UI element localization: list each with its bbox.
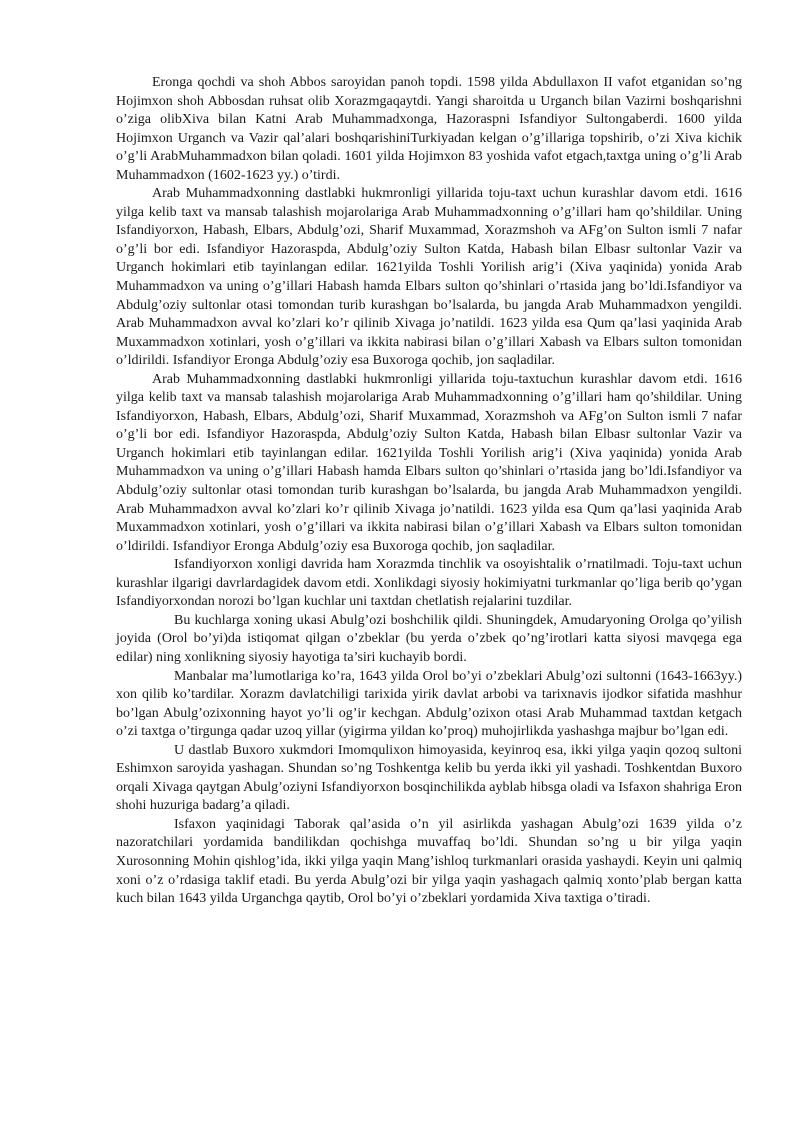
paragraph: Isfandiyorxon xonligi davrida ham Xorazmda tinchlik va osoyishtalik o’rnatilmadi. Toju-taxt uchun kurashlar ilgarigi davrlardagidek davom etdi. Xonlikdagi siyosiy hokimiyatni turkmanlar qo’liga berib qo’ygan Isfandiyorxondan norozi bo’lgan kuchlar uni taxtdan chetlatish rejalarini tuzdilar. [116,557,742,610]
paragraph: Bu kuchlarga xoning ukasi Abulg’ozi boshchilik qildi. Shuningdek, Amudaryoning Orolga qo’yilish joyida (Orol bo’yi)da istiqomat qilgan o’zbeklar (bu yerda o’zbek qo’ng’irotlari katta siyosi mavqega ega edilar) ning xonlikning siyosiy hayotiga ta’siri kuchayib bordi. [116,612,742,665]
paragraph: Isfaxon yaqinidagi Taborak qal’asida o’n yil asirlikda yashagan Abulg’ozi 1639 yilda o’z nazoratchilari yordamida bandilikdan qochishga muvaffaq bo’ldi. Shundan so’ng u bir yilga yaqin Xurosonning Mohin qishlog’ida, ikki yilga yaqin Mang’ishloq turkmanlari orasida yashaydi. Keyin uni qalmiq xoni o’z o’rdasiga taklif etadi. Bu yerda Abulg’ozi bir yilga yaqin yashagach qalmiq xonto’plab bergan katta kuch bilan 1643 yilda Urganchga qaytib, Orol bo’yi o’zbeklari yordamida Xiva taxtiga o’tiradi. [116,816,742,907]
paragraph: Eronga qochdi va shoh Abbos saroyidan panoh topdi. 1598 yilda Abdullaxon II vafot etganidan so’ng Hojimxon shoh Abbosdan ruhsat olib Xorazmgaqaytdi. Yangi sharoitda u Urganch bilan Vazirni boshqarishni o’ziga olibXiva bilan Katni Arab Muhammadxonga, Hazoraspni Isfandiyor Sultongaberdi. 1600 yilda Hojimxon Urganch va Vazir qal’alari boshqarishiniTurkiyadan kelgan o’g’illariga topshirib, o’zi Xiva kichik o’g’li ArabMuhammadxon bilan qoladi. 1601 yilda Hojimxon 83 yoshida vafot etgach,taxtga uning o’g’li Arab Muhammadxon (1602-1623 yy.) o’tirdi. [116,75,742,183]
paragraph: Arab Muhammadxonning dastlabki hukmronligi yillarida toju-taxtuchun kurashlar davom etdi. 1616 yilga kelib taxt va mansab talashish mojarolariga Arab Muhammadxonning o’g’illari ham qo’shildilar. Uning Isfandiyorxon, Habash, Elbars, Abdulg’ozi, Sharif Muxammad, Xorazmshoh va AFg’on Sulton ismli 7 nafar o’g’li bor edi. Isfandiyor Hazoraspda, Abdulg’oziy Sulton Katda, Habash bilan Elbasr sultonlar Vazir va Urganch hokimlari etib tayinlangan edilar. 1621yilda Toshli Yorilish arig’i (Xiva yaqinida) yonida Arab Muhammadxon va uning o’g’illari Habash hamda Elbars sulton qo’shinlari o’rtasida jang bo’ldi.Isfandiyor va Abdulg’oziy sultonlar otasi tomondan turib kurashgan bo’lsalarda, bu jangda Arab Muhammadxon yengildi. Arab Muhammadxon avval ko’zlari ko’r qilinib Xivaga jo’natildi. 1623 yilda esa Qum qa’lasi yaqinida Arab Muxammadxon xotinlari, yosh o’g’illari va ikkita nabirasi bilan o’g’illari Xabash va Elbars sulton tomonidan o’ldirildi. Isfandiyor Eronga Abdulg’oziy esa Buxoroga qochib, jon saqladilar. [116,371,742,554]
paragraph: U dastlab Buxoro xukmdori Imomqulixon himoyasida, keyinroq esa, ikki yilga yaqin qozoq sultoni Eshimxon saroyida yashagan. Shundan so’ng Toshkentga kelib bu yerda ikki yil yashadi. Toshkentdan Buxoro orqali Xivaga qaytgan Abulg’oziyni Isfandiyorxon bosqinchilikda ayblab hibsga oladi va Isfaxon shahriga Eron shohi huzuriga badarg’a qiladi. [116,742,742,814]
paragraph: Arab Muhammadxonning dastlabki hukmronligi yillarida toju-taxt uchun kurashlar davom etdi. 1616 yilga kelib taxt va mansab talashish mojarolariga Arab Muhammadxonning o’g’illari ham qo’shildilar. Uning Isfandiyorxon, Habash, Elbars, Abdulg’ozi, Sharif Muxammad, Xorazmshoh va AFg’on Sulton ismli 7 nafar o’g’li bor edi. Isfandiyor Hazoraspda, Abdulg’oziy Sulton Katda, Habash bilan Elbasr sultonlar Vazir va Urganch hokimlari etib tayinlangan edilar. 1621yilda Toshli Yorilish arig’i (Xiva yaqinida) yonida Arab Muhammadxon va uning o’g’illari Habash hamda Elbars sulton qo’shinlari o’rtasida jang bo’ldi.Isfandiyor va Abdulg’oziy sultonlar otasi tomondan turib kurashgan bo’lsalarda, bu jangda Arab Muhammadxon yengildi. Arab Muhammadxon avval ko’zlari ko’r qilinib Xivaga jo’natildi. 1623 yilda esa Qum qa’lasi yaqinida Arab Muxammadxon xotinlari, yosh o’g’illari va ikkita nabirasi bilan o’g’illari Xabash va Elbars sulton tomonidan o’ldirildi. Isfandiyor Eronga Abdulg’oziy esa Buxoroga qochib, jon saqladilar. [116,186,742,369]
paragraph: Manbalar ma’lumotlariga ko’ra, 1643 yilda Orol bo’yi o’zbeklari Abulg’ozi sultonni (1643-1663yy.) xon qilib ko’tardilar. Xorazm davlatchiligi tarixida yirik davlat arbobi va tarixnavis ijodkor sifatida mashhur bo’lgan Abulg’ozixonning hayot yo’li og’ir kechgan. Abdulg’ozixon otasi Arab Muhammad taxtdan ketgach o’zi taxtga o’tirgunga qadar uzoq yillar (yigirma yildan ko’proq) muhojirlikda yashashga majbur bo’lgan edi. [116,668,742,740]
